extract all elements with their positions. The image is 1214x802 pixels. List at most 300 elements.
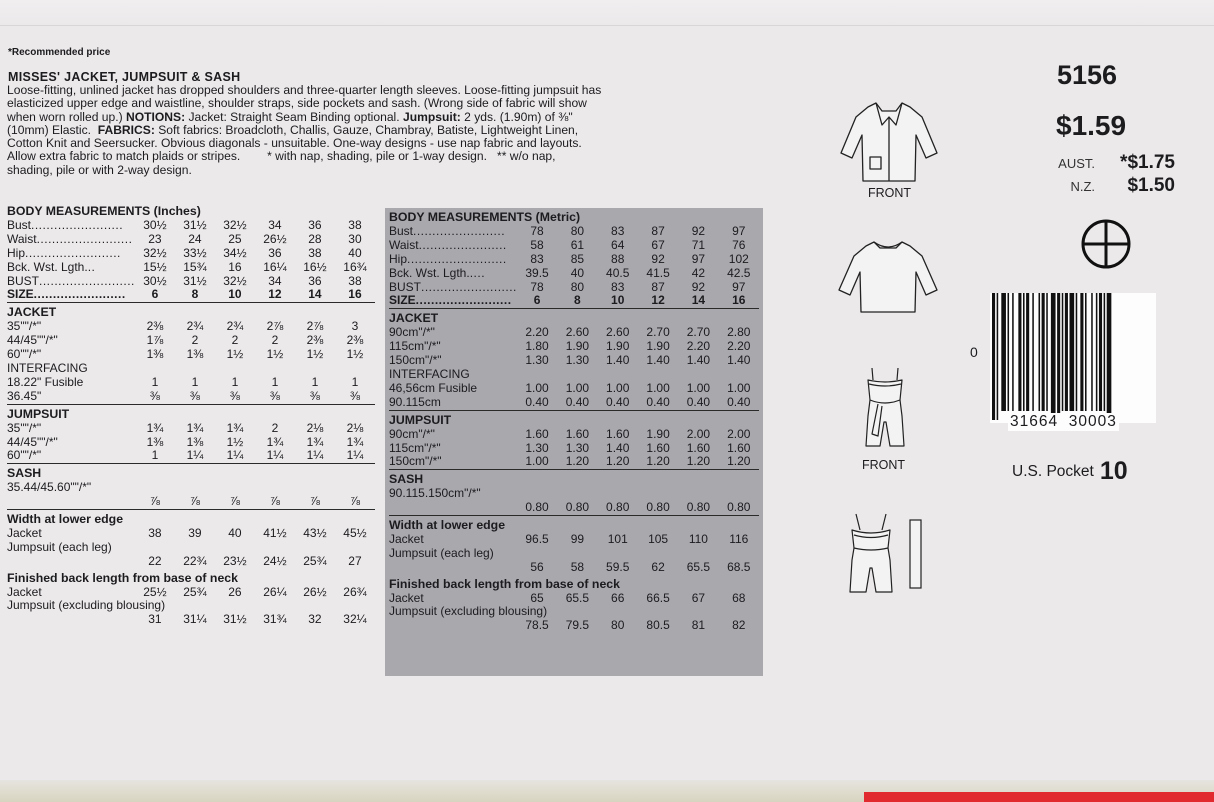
jumpsuit-front-illustration xyxy=(860,366,910,454)
row-label-text: Waist xyxy=(389,237,419,252)
value-cell: 1⅞ xyxy=(146,333,164,348)
row-label xyxy=(389,533,517,547)
notions-jacket: Jacket: Straight Seam Binding optional. xyxy=(188,109,400,124)
value-cell: 1.90 xyxy=(646,426,670,441)
interfacing-label: INTERFACING xyxy=(7,360,88,375)
table-row xyxy=(7,510,375,527)
value-cell: 16 xyxy=(719,294,759,308)
description-line xyxy=(7,111,757,124)
value-cell: 34 xyxy=(268,217,282,232)
value-cell: 61 xyxy=(570,237,585,252)
value-cell: 25½ xyxy=(143,584,167,599)
barcode-bar xyxy=(1018,293,1021,411)
value-cell: 1.60 xyxy=(565,426,590,441)
row-label xyxy=(389,326,517,340)
value-cell: 24½ xyxy=(263,553,287,568)
value-cell: 0.40 xyxy=(517,396,557,410)
row-label xyxy=(7,334,135,348)
row-label xyxy=(389,382,517,396)
value-cell: 116 xyxy=(729,531,749,546)
value-cell: 1.30 xyxy=(565,440,590,455)
value-cell: 0.80 xyxy=(638,501,678,515)
value-cell: 1½ xyxy=(266,347,284,362)
value-cell: 1 xyxy=(311,374,319,389)
value-cell: 1.00 xyxy=(517,455,557,469)
value-cell: 32¼ xyxy=(343,612,367,627)
recommended-price-note: *Recommended price xyxy=(8,47,111,58)
row-label xyxy=(389,354,517,368)
value-cell: 2.00 xyxy=(727,426,751,441)
value-cell: 30 xyxy=(348,231,362,246)
value-cell: 2.60 xyxy=(565,325,590,340)
value-cell: 16¼ xyxy=(263,259,287,274)
pattern-title: MISSES' JACKET, JUMPSUIT & SASH xyxy=(8,70,241,84)
value-cell: 99 xyxy=(570,531,585,546)
value-cell: 31¾ xyxy=(263,612,287,627)
value-cell: 80 xyxy=(611,618,625,633)
value-cell: 1¼ xyxy=(215,449,255,463)
row-label xyxy=(7,390,135,404)
row-label-text: 60""/*" xyxy=(7,448,42,463)
description-line: Loose-fitting, unlined jacket has dropped shoulders and three-quarter length sleeves. Loose-fitting jumpsuit has xyxy=(7,83,602,97)
value-cell: 6 xyxy=(517,294,557,308)
description-line: Allow extra fabric to match plaids or stripes. * with nap, shading, pile or 1-way design. ** w/o nap, xyxy=(7,149,556,164)
row-label: 90.115.150cm"/*" xyxy=(389,486,481,501)
value-cell: 34 xyxy=(268,273,282,288)
value-cell: 1.40 xyxy=(646,353,670,368)
value-cell: 42 xyxy=(691,265,706,280)
row-label-text: 35""/*" xyxy=(7,319,42,334)
row-label: Jumpsuit (excluding blousing) xyxy=(389,604,548,619)
value-cell: 43½ xyxy=(303,525,327,540)
section-heading: JUMPSUIT xyxy=(389,412,452,427)
barcode-bar xyxy=(1107,293,1112,420)
table-row xyxy=(7,390,375,404)
value-cell: 1.00 xyxy=(525,380,549,395)
value-cell: 16 xyxy=(228,259,242,274)
value-cell: 31½ xyxy=(223,612,247,627)
row-label xyxy=(7,320,135,334)
value-cell: 6 xyxy=(135,288,175,302)
value-cell: 1.00 xyxy=(646,380,670,395)
value-cell: 25¾ xyxy=(303,553,327,568)
table-row xyxy=(389,605,759,619)
value-cell: 2⅞ xyxy=(306,319,324,334)
row-label-text: 44/45""/*" xyxy=(7,333,58,348)
value-cell: 16½ xyxy=(303,259,327,274)
value-cell: 10 xyxy=(215,288,255,302)
value-cell: 2.70 xyxy=(646,325,670,340)
barcode-bar xyxy=(1051,293,1056,420)
row-label xyxy=(7,422,135,436)
pocket-info xyxy=(1012,457,1128,486)
nz-price: $1.50 xyxy=(1127,175,1175,196)
value-cell: 80.5 xyxy=(646,618,670,633)
value-cell: 1½ xyxy=(306,347,324,362)
table-row xyxy=(389,354,759,368)
value-cell: 78 xyxy=(530,279,544,294)
value-cell: 2¾ xyxy=(226,319,244,334)
table-row xyxy=(7,541,375,555)
value-cell: 0.40 xyxy=(598,396,638,410)
value-cell: 83 xyxy=(611,223,625,238)
value-cell: 1.20 xyxy=(638,455,678,469)
table-row xyxy=(7,481,375,495)
value-cell: 27 xyxy=(348,553,362,568)
value-cell: 1.90 xyxy=(646,339,670,354)
value-cell: 2.20 xyxy=(727,339,751,354)
value-cell: 15½ xyxy=(143,259,167,274)
barcode xyxy=(990,293,1156,423)
value-cell: 92 xyxy=(691,279,706,294)
value-cell: 26¼ xyxy=(263,584,287,599)
value-cell: 28 xyxy=(308,231,322,246)
value-cell: 1⅜ xyxy=(186,347,204,362)
row-label xyxy=(7,275,135,289)
value-cell: 31½ xyxy=(183,273,207,288)
value-cell: 105 xyxy=(648,531,669,546)
barcode-bar xyxy=(1104,293,1106,411)
value-cell: 25 xyxy=(228,231,242,246)
value-cell: 38 xyxy=(348,273,362,288)
value-cell: 1¼ xyxy=(175,449,215,463)
description-text: when worn rolled up.) xyxy=(7,109,123,124)
description-line xyxy=(7,124,757,137)
value-cell: 38 xyxy=(308,245,322,260)
value-cell: 68.5 xyxy=(727,559,751,574)
value-cell: 39 xyxy=(188,525,202,540)
value-cell: 92 xyxy=(651,251,665,266)
value-cell: 36 xyxy=(268,245,282,260)
value-cell: 1.90 xyxy=(565,339,590,354)
table-row xyxy=(7,334,375,348)
notions-jumpsuit-text: 2 yds. (1.90m) of ⅜" xyxy=(464,109,573,124)
row-label xyxy=(389,592,517,606)
value-cell: 102 xyxy=(728,251,749,266)
table-row xyxy=(389,470,759,487)
value-cell: ⅞ xyxy=(255,495,295,509)
leader-dots: .... xyxy=(469,265,486,280)
value-cell: 45½ xyxy=(343,525,367,540)
pocket-label: U.S. Pocket xyxy=(1012,463,1094,480)
table-row xyxy=(7,555,375,569)
table-row xyxy=(389,592,759,606)
value-cell: 79.5 xyxy=(565,618,590,633)
row-label-text: Jacket xyxy=(389,531,424,546)
table-row xyxy=(7,303,375,320)
row-label-text: 36.45" xyxy=(7,388,42,403)
value-cell: 1.00 xyxy=(727,380,751,395)
table-row xyxy=(389,575,759,592)
description-line: Cotton Knit and Seersucker. Obvious diagonals - unsuitable. One-way designs - use nap fabric and layouts. xyxy=(7,136,582,151)
value-cell: 34½ xyxy=(223,245,247,260)
barcode-bar xyxy=(1085,293,1087,411)
table-row xyxy=(389,455,759,469)
spacer-cell xyxy=(7,555,135,569)
value-cell: 1¾ xyxy=(146,420,164,435)
value-cell: 68 xyxy=(732,590,746,605)
value-cell: 0.40 xyxy=(678,396,718,410)
leader-dots: ......................... xyxy=(25,245,121,260)
value-cell: 65.5 xyxy=(565,590,590,605)
table-row xyxy=(7,586,375,600)
imperial-measurements xyxy=(7,202,375,627)
value-cell: 10 xyxy=(598,294,638,308)
value-cell: 0.80 xyxy=(678,501,718,515)
row-label xyxy=(7,288,135,302)
table-row xyxy=(7,320,375,334)
jumpsuit-back-illustration xyxy=(846,512,896,596)
value-cell: 1.20 xyxy=(678,455,718,469)
red-edge-stripe xyxy=(864,792,1214,802)
value-cell: 40 xyxy=(228,525,242,540)
value-cell: 1¼ xyxy=(255,449,295,463)
table-row xyxy=(7,464,375,481)
value-cell: 56 xyxy=(530,559,544,574)
value-cell: 31¼ xyxy=(183,612,207,627)
value-cell: 2⅛ xyxy=(346,420,364,435)
row-label-text: Jacket xyxy=(7,525,42,540)
value-cell: 40 xyxy=(570,265,585,280)
table-row xyxy=(389,239,759,253)
row-label-text: 115cm"/*" xyxy=(389,339,441,354)
value-cell: 16¾ xyxy=(343,259,367,274)
metric-table xyxy=(389,208,759,633)
value-cell: 1.60 xyxy=(646,440,670,455)
row-label xyxy=(389,253,517,267)
value-cell: 26¾ xyxy=(343,584,367,599)
table-row xyxy=(7,449,375,463)
value-cell: 82 xyxy=(732,618,746,633)
table-row xyxy=(7,599,375,613)
value-cell: 23 xyxy=(148,231,162,246)
value-cell: 8 xyxy=(175,288,215,302)
value-cell: 12 xyxy=(255,288,295,302)
row-label-text: BUST xyxy=(389,279,422,294)
value-cell: 40 xyxy=(348,245,362,260)
value-cell: 2.70 xyxy=(686,325,711,340)
row-label xyxy=(7,261,135,275)
row-label xyxy=(7,219,135,233)
value-cell: 0.80 xyxy=(517,501,557,515)
value-cell: 87 xyxy=(651,223,665,238)
table-row xyxy=(7,275,375,289)
row-label-text: SIZE xyxy=(7,287,34,302)
row-label-text: 150cm"/*" xyxy=(389,353,442,368)
value-cell: 1¾ xyxy=(306,434,324,449)
table-row xyxy=(7,495,375,509)
barcode-bar xyxy=(1042,293,1045,411)
row-label xyxy=(389,239,517,253)
row-label xyxy=(389,442,517,456)
value-cell: 76 xyxy=(732,237,746,252)
row-label xyxy=(389,428,517,442)
barcode-bar xyxy=(1026,293,1029,411)
value-cell: 1.40 xyxy=(606,353,630,368)
section-heading: Finished back length from base of neck xyxy=(7,570,238,585)
barcode-bar xyxy=(1099,293,1102,411)
row-label xyxy=(7,436,135,450)
value-cell: 22¾ xyxy=(183,553,207,568)
table-row xyxy=(389,428,759,442)
value-cell: 14 xyxy=(678,294,718,308)
value-cell: 1.90 xyxy=(606,339,630,354)
row-label xyxy=(389,281,517,295)
value-cell: 97 xyxy=(732,279,746,294)
value-cell: 81 xyxy=(691,618,706,633)
row-label-text: 115cm"/*" xyxy=(389,440,441,455)
value-cell: 2.20 xyxy=(686,339,711,354)
row-label-text: Bck. Wst. Lgth. xyxy=(389,265,470,280)
table-row xyxy=(389,281,759,295)
row-label-text: 90cm"/*" xyxy=(389,325,435,340)
value-cell: 1 xyxy=(351,374,359,389)
leader-dots: .......................... xyxy=(407,251,507,266)
leader-dots: .. xyxy=(87,259,96,274)
table-row xyxy=(7,404,375,421)
value-cell: 1 xyxy=(191,374,199,389)
value-cell: 32 xyxy=(308,612,322,627)
row-label-text: Bck. Wst. Lgth. xyxy=(7,259,88,274)
value-cell: 15¾ xyxy=(183,259,207,274)
value-cell: 2.20 xyxy=(525,325,549,340)
row-label xyxy=(7,586,135,600)
barcode-bar xyxy=(1070,293,1075,411)
value-cell: 14 xyxy=(295,288,335,302)
value-cell: 71 xyxy=(691,237,706,252)
barcode-bar xyxy=(1039,293,1041,411)
value-cell: 32½ xyxy=(223,217,247,232)
value-cell: 31 xyxy=(148,612,162,627)
row-label: Jumpsuit (excluding blousing) xyxy=(7,598,166,613)
value-cell: 33½ xyxy=(183,245,207,260)
row-label: Jumpsuit (each leg) xyxy=(7,539,112,554)
barcode-bar xyxy=(1046,293,1048,411)
value-cell: 0.80 xyxy=(557,501,597,515)
table-row xyxy=(7,527,375,541)
barcode-bar xyxy=(1032,293,1034,411)
table-row xyxy=(389,340,759,354)
barcode-bar xyxy=(997,293,999,420)
table-row xyxy=(389,533,759,547)
value-cell: 1.30 xyxy=(525,353,549,368)
table-row xyxy=(389,253,759,267)
spacer-cell xyxy=(389,561,517,575)
table-row xyxy=(7,376,375,390)
table-row xyxy=(7,219,375,233)
value-cell: 0.40 xyxy=(557,396,597,410)
table-row xyxy=(389,410,759,427)
table-row xyxy=(389,561,759,575)
barcode-bar xyxy=(1091,293,1093,411)
row-label xyxy=(7,233,135,247)
value-cell: ⅞ xyxy=(335,495,375,509)
value-cell: 2⅜ xyxy=(346,333,364,348)
leader-dots: ......................... xyxy=(36,231,133,246)
value-cell: 26½ xyxy=(303,584,327,599)
value-cell: 67 xyxy=(651,237,665,252)
value-cell: 1¾ xyxy=(346,434,364,449)
section-heading: SASH xyxy=(7,466,42,481)
value-cell: 62 xyxy=(651,559,665,574)
description-line: shading, pile or with 2-way design. xyxy=(7,162,192,177)
row-label xyxy=(389,340,517,354)
value-cell: 2 xyxy=(191,333,199,348)
barcode-bar xyxy=(992,293,995,420)
barcode-bar xyxy=(1080,293,1083,411)
value-cell: 101 xyxy=(607,531,628,546)
imperial-table xyxy=(7,202,375,627)
front-label: FRONT xyxy=(868,186,912,200)
value-cell: ⅜ xyxy=(255,390,295,404)
value-cell: 80 xyxy=(570,279,585,294)
section-heading: Width at lower edge xyxy=(7,512,124,527)
value-cell: 40.5 xyxy=(606,265,630,280)
jacket-back-illustration xyxy=(836,238,940,314)
value-cell: 36 xyxy=(308,273,322,288)
leader-dots: ......................... xyxy=(415,293,512,308)
section-heading: JUMPSUIT xyxy=(7,406,70,421)
value-cell: 87 xyxy=(651,279,665,294)
value-cell: 97 xyxy=(691,251,706,266)
table-row xyxy=(389,442,759,456)
barcode-bar xyxy=(1012,293,1014,411)
value-cell: 88 xyxy=(611,251,625,266)
table-row xyxy=(7,261,375,275)
fabrics-label: FABRICS: xyxy=(97,122,155,137)
barcode-bar xyxy=(1065,293,1068,411)
description-line: elasticized upper edge and waistline, shoulder straps, side pockets and sash. (Wrong side of fabric will show xyxy=(7,96,587,111)
row-label-text: Bust xyxy=(7,217,32,232)
value-cell: 36 xyxy=(308,217,322,232)
value-cell: 110 xyxy=(688,531,708,546)
value-cell: 2⅜ xyxy=(146,319,164,334)
aust-price: *$1.75 xyxy=(1120,152,1175,173)
us-price: $1.59 xyxy=(1056,110,1127,141)
table-row xyxy=(7,233,375,247)
value-cell: 96.5 xyxy=(525,531,549,546)
value-cell: 2.00 xyxy=(686,426,711,441)
value-cell: 39.5 xyxy=(525,265,549,280)
table-row xyxy=(7,247,375,261)
value-cell: 2¾ xyxy=(186,319,204,334)
aust-label: AUST. xyxy=(1058,156,1095,171)
value-cell: 66 xyxy=(611,590,625,605)
pocket-number: 10 xyxy=(1099,457,1128,485)
row-label-text: 90cm"/*" xyxy=(389,426,435,441)
value-cell: 24 xyxy=(188,231,202,246)
value-cell: 58 xyxy=(530,237,544,252)
table-row xyxy=(7,613,375,627)
value-cell: 1½ xyxy=(346,347,364,362)
value-cell: 1.20 xyxy=(598,455,638,469)
value-cell: 2 xyxy=(271,333,279,348)
value-cell: 1¾ xyxy=(226,420,244,435)
value-cell: 1.00 xyxy=(686,380,711,395)
pattern-number: 5156 xyxy=(1057,60,1118,90)
row-label xyxy=(389,294,517,308)
value-cell: 0.40 xyxy=(638,396,678,410)
value-cell: 1.00 xyxy=(606,380,630,395)
row-label xyxy=(389,225,517,239)
value-cell: 1¼ xyxy=(335,449,375,463)
value-cell: ⅞ xyxy=(175,495,215,509)
barcode-bar xyxy=(1062,293,1064,411)
row-label xyxy=(7,376,135,390)
value-cell: 32½ xyxy=(223,273,247,288)
spacer-cell xyxy=(389,619,517,633)
value-cell: 1 xyxy=(135,449,175,463)
